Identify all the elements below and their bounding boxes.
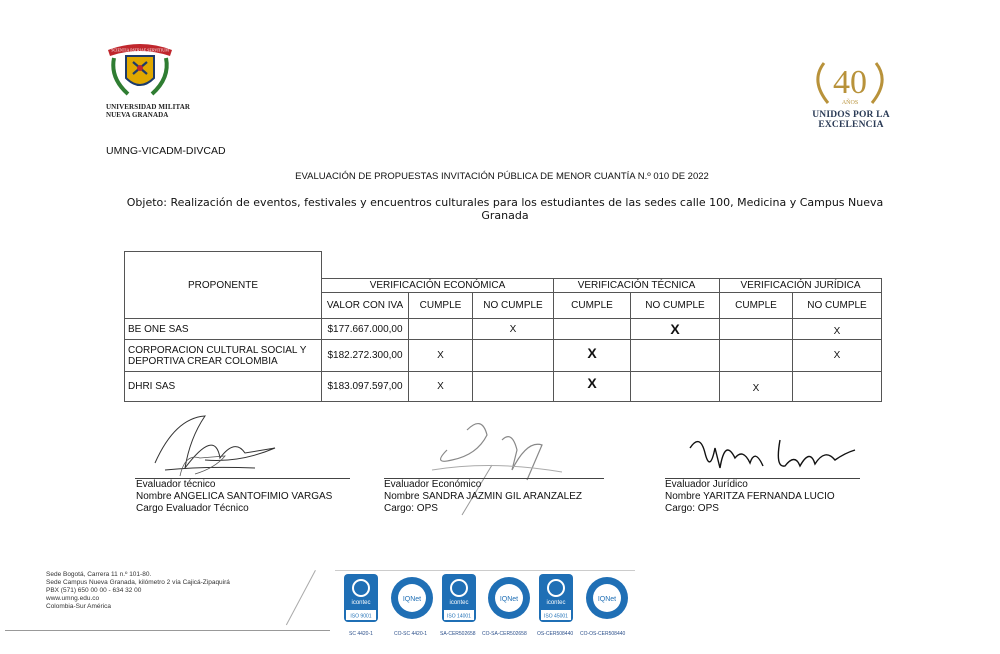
row-jur-cumple xyxy=(720,340,793,372)
signature-name: Nombre YARITZA FERNANDA LUCIO xyxy=(665,491,835,502)
footer-link[interactable]: www.umng.edu.co xyxy=(46,595,100,602)
col-eco-cumple: CUMPLE xyxy=(409,293,473,319)
row-jur-cumple: X xyxy=(720,372,793,402)
footer-line: PBX (571) 650 00 00 - 634 32 00 xyxy=(46,587,142,594)
cert-code: OS-CER508440 xyxy=(537,631,574,637)
signature-name: Nombre SANDRA JAZMIN GIL ARANZALEZ xyxy=(384,491,583,502)
signature-cargo: Cargo: OPS xyxy=(665,503,719,514)
evaluation-table xyxy=(124,251,882,402)
signature-tecnico xyxy=(145,408,295,483)
anniversary-tagline: UNIDOS POR LA EXCELENCIA xyxy=(812,110,890,130)
row-valor: $182.272.300,00 xyxy=(322,340,409,372)
signature-block-juridico xyxy=(665,479,835,515)
signature-cargo: Cargo Evaluador Técnico xyxy=(136,503,249,514)
row-tec-cumple: X xyxy=(554,340,631,372)
row-eco-cumple xyxy=(409,319,473,340)
document-code: UMNG-VICADM-DIVCAD xyxy=(106,145,226,157)
row-tec-no-cumple: X xyxy=(631,319,720,340)
group-juridica: VERIFICACIÓN JURÍDICA xyxy=(720,279,882,293)
cert-code: CO-SC 4420-1 xyxy=(394,631,428,637)
row-eco-no-cumple: X xyxy=(473,319,554,340)
cert-code: SC 4420-1 xyxy=(349,631,373,637)
footer-divider-diagonal xyxy=(286,570,316,625)
anniversary-word: AÑOS xyxy=(841,100,859,106)
badge-iso: ISO 9001 xyxy=(350,613,372,620)
signature-juridico xyxy=(685,428,865,478)
footer-divider xyxy=(5,630,330,631)
iqnet-badge xyxy=(585,574,623,629)
badge-brand: IQNet xyxy=(402,596,422,603)
table-row xyxy=(125,372,882,402)
signature-role: Evaluador Jurídico xyxy=(665,479,748,490)
badge-brand: IQNet xyxy=(499,596,519,603)
badge-iso: ISO 14001 xyxy=(447,613,471,620)
row-eco-no-cumple xyxy=(473,340,554,372)
icontec-iso9001-badge xyxy=(342,574,380,629)
signature-name: Nombre ANGELICA SANTOFIMIO VARGAS xyxy=(136,491,333,502)
signature-role: Evaluador técnico xyxy=(136,479,216,490)
row-valor: $183.097.597,00 xyxy=(322,372,409,402)
cert-code: SA-CER502658 xyxy=(440,631,476,637)
col-tec-no-cumple: NO CUMPLE xyxy=(631,293,720,319)
badge-brand: icontec xyxy=(546,600,566,606)
table-row xyxy=(125,340,882,372)
row-jur-no-cumple: X xyxy=(793,340,882,372)
col-jur-cumple: CUMPLE xyxy=(720,293,793,319)
badge-brand: IQNet xyxy=(597,596,617,603)
table-spacer xyxy=(322,252,882,279)
row-eco-cumple: X xyxy=(409,340,473,372)
col-tec-cumple: CUMPLE xyxy=(554,293,631,319)
signature-role: Evaluador Económico xyxy=(384,479,482,490)
iqnet-badge xyxy=(487,574,525,629)
row-jur-no-cumple xyxy=(793,372,882,402)
row-tec-cumple: X xyxy=(554,372,631,402)
col-jur-no-cumple: NO CUMPLE xyxy=(793,293,882,319)
row-proponente: DHRI SAS xyxy=(125,372,322,402)
icontec-iso45001-badge xyxy=(537,574,575,629)
badge-brand: icontec xyxy=(351,600,371,606)
row-jur-no-cumple: X xyxy=(793,319,882,340)
signature-block-economico xyxy=(384,479,582,515)
signature-cargo: Cargo: OPS xyxy=(384,503,438,514)
footer-divider-top xyxy=(335,570,635,571)
footer-line: Sede Campus Nueva Granada, kilómetro 2 vía Cajicá-Zipaquirá xyxy=(46,579,230,586)
iqnet-badge xyxy=(390,574,428,629)
row-jur-cumple xyxy=(720,319,793,340)
cert-code: CO-SA-CER502658 xyxy=(482,631,527,637)
footer-line: Sede Bogotá, Carrera 11 n.º 101-80. xyxy=(46,571,152,578)
footer-line: Colombia-Sur América xyxy=(46,603,112,610)
icontec-iso14001-badge xyxy=(440,574,478,629)
group-economica: VERIFICACIÓN ECONÓMICA xyxy=(322,279,554,293)
document-objeto: Objeto: Realización de eventos, festivales y encuentros culturales para los estudiantes de las sedes calle 100, Medicina y Campus Nueva Granada xyxy=(126,196,884,222)
anniversary-number: 40 xyxy=(833,64,867,101)
col-eco-no-cumple: NO CUMPLE xyxy=(473,293,554,319)
university-line1: UNIVERSIDAD MILITAR xyxy=(106,103,191,111)
row-tec-no-cumple xyxy=(631,340,720,372)
logo-motto: SCIENTIA PATRIAE SERVITIUM xyxy=(111,47,169,53)
row-tec-cumple xyxy=(554,319,631,340)
row-proponente: CORPORACION CULTURAL SOCIAL Y DEPORTIVA CREAR COLOMBIA xyxy=(125,340,322,372)
col-valor: VALOR CON IVA xyxy=(322,293,409,319)
cert-code: CO-OS-CER508440 xyxy=(580,631,626,637)
document-title: EVALUACIÓN DE PROPUESTAS INVITACIÓN PÚBLICA DE MENOR CUANTÍA N.º 010 DE 2022 xyxy=(295,171,709,182)
row-valor: $177.667.000,00 xyxy=(322,319,409,340)
badge-iso: ISO 45001 xyxy=(544,613,568,620)
university-name xyxy=(106,103,190,119)
row-proponente: BE ONE SAS xyxy=(125,319,322,340)
table-row xyxy=(125,319,882,340)
row-eco-cumple: X xyxy=(409,372,473,402)
row-eco-no-cumple xyxy=(473,372,554,402)
group-tecnica: VERIFICACIÓN TÉCNICA xyxy=(554,279,720,293)
row-tec-no-cumple xyxy=(631,372,720,402)
proponente-header: PROPONENTE xyxy=(125,252,322,319)
university-line2: NUEVA GRANADA xyxy=(106,111,169,119)
footer-address xyxy=(46,571,230,611)
signature-block-tecnico xyxy=(136,479,332,515)
badge-brand: icontec xyxy=(449,600,469,606)
